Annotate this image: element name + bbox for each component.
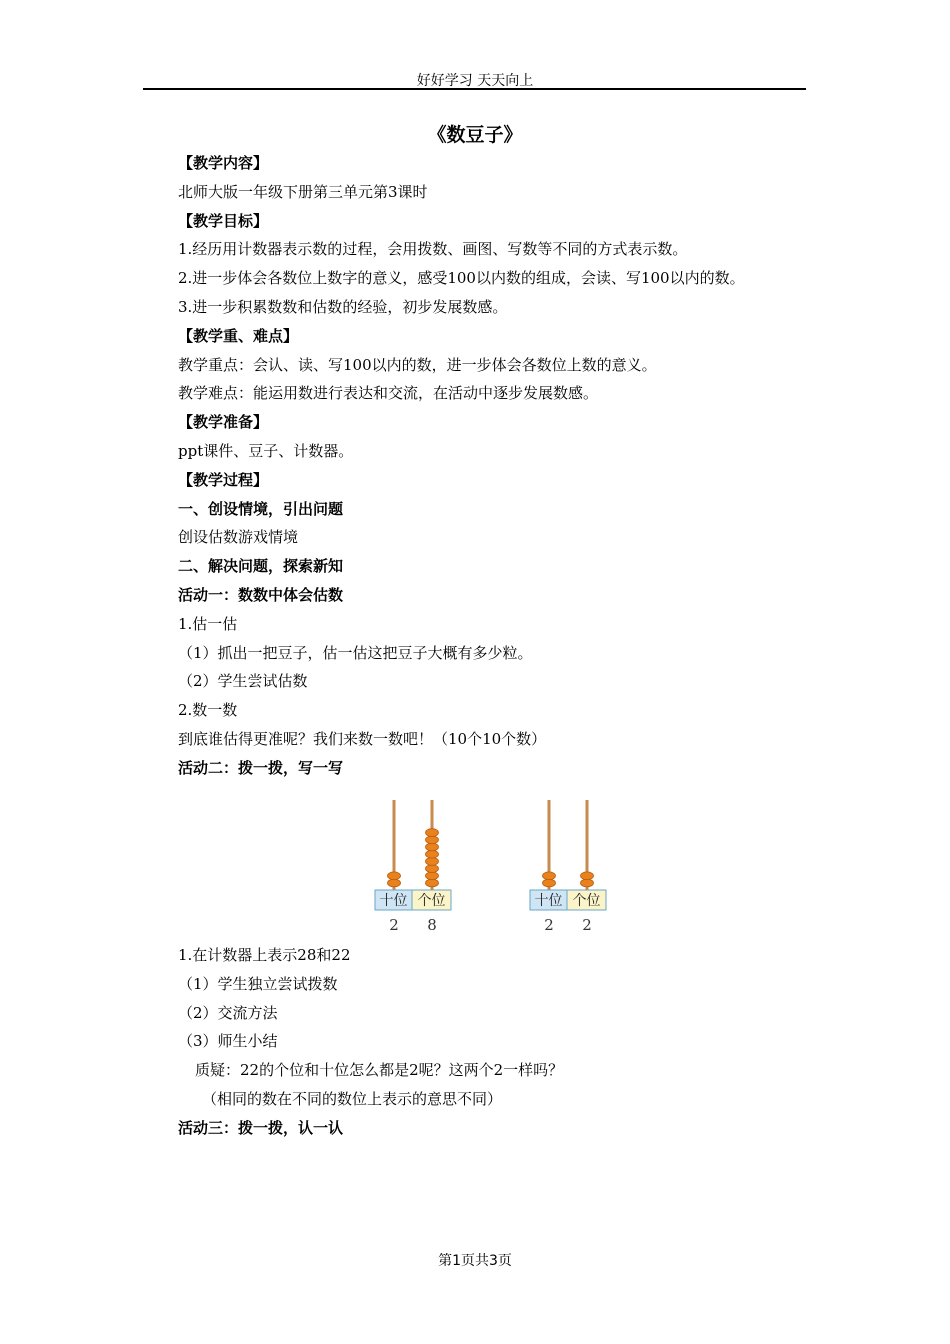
text-line: 质疑：22的个位和十位怎么都是2呢？这两个2一样吗？ <box>195 1061 564 1080</box>
text-line: （1）学生独立尝试拨数 <box>178 974 338 993</box>
tens-place-label: 十位 <box>379 893 408 909</box>
text-line: ppt课件、豆子、计数器。 <box>178 441 354 460</box>
page-header: 好好学习 天天向上 <box>416 73 534 89</box>
text-line: 到底谁估得更准呢？我们来数一数吧！（10个10个数） <box>178 729 547 748</box>
ones-bead <box>581 872 594 880</box>
section-heading: 【教学过程】 <box>178 470 269 489</box>
tens-bead <box>388 879 401 887</box>
ones-digit: 2 <box>582 916 592 934</box>
ones-bead <box>426 872 439 880</box>
section-heading: 【教学内容】 <box>178 154 269 172</box>
abacus-figure <box>370 782 620 937</box>
text-line: （相同的数在不同的数位上表示的意思不同） <box>202 1089 503 1108</box>
section-heading: 二、解决问题，探索新知 <box>178 557 344 576</box>
section-heading: 活动一：数数中体会估数 <box>178 585 344 604</box>
text-line: （1）抓出一把豆子，估一估这把豆子大概有多少粒。 <box>178 643 533 662</box>
text-line: 2.进一步体会各数位上数字的意义，感受100以内数的组成，会读、写100以内的数。 <box>178 269 745 288</box>
content-part-2 <box>178 941 818 1143</box>
ones-bead <box>581 879 594 887</box>
ones-bead <box>426 850 439 858</box>
ones-digit: 8 <box>427 916 437 934</box>
page-footer: 第1页共3页 <box>438 1253 512 1269</box>
text-line: （3）师生小结 <box>178 1032 278 1051</box>
ones-bead <box>426 829 439 837</box>
section-heading: 【教学目标】 <box>178 211 269 230</box>
ones-bead <box>426 836 439 844</box>
ones-place-label: 个位 <box>572 893 601 909</box>
content-part-1 <box>178 149 818 783</box>
document-title: 《数豆子》 <box>427 124 523 146</box>
text-line: 北师大版一年级下册第三单元第3课时 <box>178 182 428 201</box>
ones-place-label: 个位 <box>417 893 446 909</box>
text-line: 教学重点：会认、读、写100以内的数，进一步体会各数位上数的意义。 <box>178 355 657 374</box>
section-heading: 一、创设情境，引出问题 <box>178 499 344 518</box>
tens-place-label: 十位 <box>534 893 563 909</box>
text-line: 创设估数游戏情境 <box>178 528 299 547</box>
section-heading: 活动二：拨一拨，写一写 <box>178 758 344 777</box>
ones-bead <box>426 865 439 873</box>
tens-digit: 2 <box>389 916 399 934</box>
tens-digit: 2 <box>544 916 554 934</box>
text-line: （2）交流方法 <box>178 1003 278 1022</box>
text-line: 3.进一步积累数数和估数的经验，初步发展数感。 <box>178 297 508 316</box>
ones-bead <box>426 858 439 866</box>
ones-bead <box>426 879 439 887</box>
text-line: 1.估一估 <box>178 614 238 633</box>
text-line: 2.数一数 <box>178 701 238 720</box>
tens-bead <box>543 872 556 880</box>
tens-bead <box>388 872 401 880</box>
header-rule <box>143 88 806 90</box>
text-line: （2）学生尝试估数 <box>178 672 308 691</box>
section-heading: 活动三：拨一拨，认一认 <box>178 1118 344 1137</box>
tens-bead <box>543 879 556 887</box>
text-line: 教学难点：能运用数进行表达和交流，在活动中逐步发展数感。 <box>178 384 599 403</box>
ones-bead <box>426 843 439 851</box>
section-heading: 【教学准备】 <box>178 413 269 432</box>
text-line: 1.经历用计数器表示数的过程，会用拨数、画图、写数等不同的方式表示数。 <box>178 240 688 259</box>
text-line: 1.在计数器上表示28和22 <box>178 946 351 964</box>
section-heading: 【教学重、难点】 <box>178 326 299 345</box>
